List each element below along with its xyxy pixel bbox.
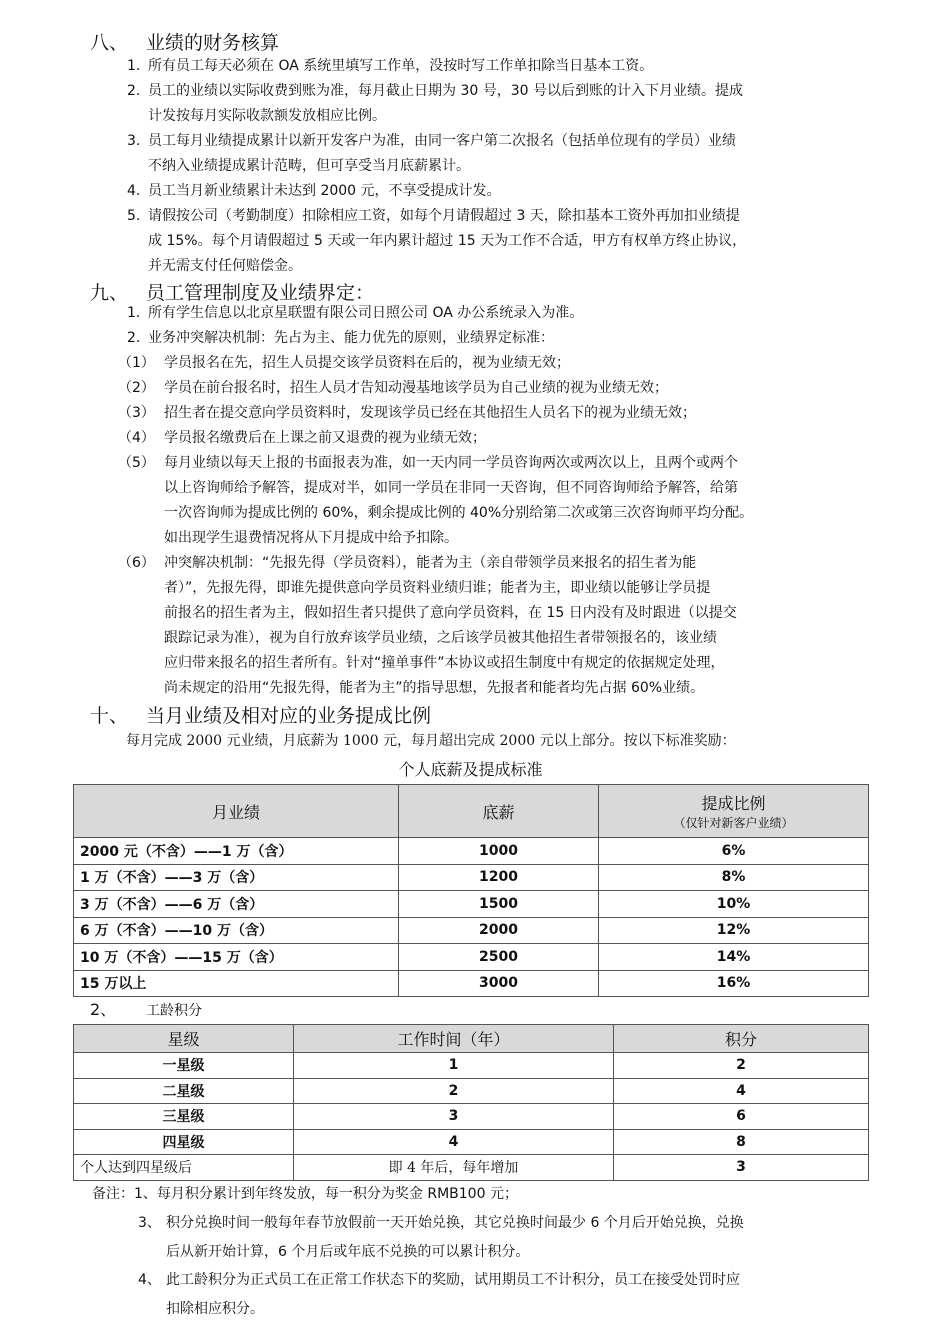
item-line: 并无需支付任何赔偿金。 [148, 258, 302, 274]
item-line: 员工的业绩以实际收费到账为准，每月截止日期为 30 号，30 号以后到账的计入下月业绩。提成 [148, 83, 743, 99]
table-row [74, 1078, 869, 1104]
item-line: 不纳入业绩提成累计范畴，但可享受当月底薪累计。 [148, 158, 470, 174]
table-cell: 3 [294, 1104, 614, 1130]
table-cell: 四星级 [74, 1129, 294, 1155]
section-title: 员工管理制度及业绩界定： [146, 282, 375, 304]
section-title: 业绩的财务核算 [146, 32, 280, 54]
item-line: 所有员工每天必须在 OA 系统里填写工作单，没按时写工作单扣除当日基本工资。 [148, 58, 654, 74]
section-heading-10 [90, 701, 431, 728]
column-header-note: （仅针对新客户业绩） [673, 816, 794, 830]
table-cell: 6% [599, 838, 869, 865]
item-line: 业务冲突解决机制：先占为主、能力优先的原则，业绩界定标准： [148, 330, 554, 346]
table-cell: 2 [614, 1053, 869, 1079]
table-cell: 2500 [399, 944, 599, 971]
table-row [74, 864, 869, 891]
item-line: 如出现学生退费情况将从下月提成中给予扣除。 [164, 530, 458, 546]
list-item [127, 79, 746, 129]
section-title: 当月业绩及相对应的业务提成比例 [146, 705, 432, 727]
item-number: 4. [127, 183, 141, 199]
item-number: （6） [118, 555, 155, 571]
list-item [138, 1209, 744, 1266]
table-cell: 16% [599, 970, 869, 997]
table-row [74, 1053, 869, 1079]
item-line: 一次咨询师为提成比例的 60%，剩余提成比例的 40%分别给第二次或第三次咨询师平均分配。 [164, 505, 754, 521]
list-item [138, 1266, 744, 1323]
table-cell: 三星级 [74, 1104, 294, 1130]
table-cell: 二星级 [74, 1078, 294, 1104]
table-cell: 2000 [399, 917, 599, 944]
table-cell: 6 万（不含）——10 万（含） [74, 917, 399, 944]
table-row [74, 891, 869, 918]
section-9-list [127, 301, 583, 351]
table-cell: 2 [294, 1078, 614, 1104]
section-heading-8 [90, 28, 279, 55]
item-line: 尚未规定的沿用“先报先得，能者为主”的指导思想，先报者和能者均先占据 60%业绩。 [164, 680, 705, 696]
item-line: 此工龄积分为正式员工在正常工作状态下的奖励，试用期员工不计积分，员工在接受处罚时应 [166, 1272, 740, 1288]
list-item [127, 54, 746, 79]
table-cell: 个人达到四星级后 [74, 1155, 294, 1181]
item-line: 学员报名缴费后在上课之前又退费的视为业绩无效； [164, 430, 486, 446]
item-number: 1. [127, 305, 141, 321]
list-item [118, 451, 753, 551]
table-row [74, 917, 869, 944]
item-number: （1） [118, 355, 155, 371]
list-item [127, 301, 583, 326]
section-8-list [127, 54, 746, 279]
table-cell: 14% [599, 944, 869, 971]
list-item [118, 401, 753, 426]
table-cell: 一星级 [74, 1053, 294, 1079]
table-cell: 1200 [399, 864, 599, 891]
list-item [118, 426, 753, 451]
table-cell: 8 [614, 1129, 869, 1155]
subsection-heading [90, 997, 202, 1024]
item-line: 积分兑换时间一般每年春节放假前一天开始兑换，其它兑换时间最少 6 个月后开始兑换，兑换 [166, 1215, 744, 1231]
item-line: 跟踪记录为准），视为自行放弃该学员业绩，之后该学员被其他招生者带领报名的，该业绩 [164, 630, 717, 646]
item-line: 冲突解决机制：“先报先得（学员资料），能者为主（亲自带领学员来报名的招生者为能 [164, 555, 697, 571]
item-line: 应归带来报名的招生者所有。针对“撞单事件”本协议或招生制度中有规定的依据规定处理， [164, 655, 725, 671]
item-line: 每月业绩以每天上报的书面报表为准，如一天内同一学员咨询两次或两次以上，且两个或两个 [164, 455, 738, 471]
table-row [74, 1129, 869, 1155]
item-line: 员工当月新业绩累计未达到 2000 元，不享受提成计发。 [148, 183, 501, 199]
column-header: 积分 [614, 1025, 869, 1053]
table-cell: 12% [599, 917, 869, 944]
column-header: 月业绩 [74, 785, 399, 838]
notes-first: 备注：1、每月积分累计到年终发放，每一积分为奖金 RMB100 元； [92, 1186, 518, 1202]
table-cell: 3 [614, 1155, 869, 1181]
table-cell: 1000 [399, 838, 599, 865]
item-line: 成 15%。每个月请假超过 5 天或一年内累计超过 15 天为工作不合适，甲方有权单方终止协议， [148, 233, 747, 249]
list-item [127, 129, 746, 179]
column-header: 星级 [74, 1025, 294, 1053]
table-cell: 6 [614, 1104, 869, 1130]
list-item [127, 326, 583, 351]
table-row [74, 838, 869, 865]
table-cell: 1 [294, 1053, 614, 1079]
table-cell: 10% [599, 891, 869, 918]
item-number: 2. [127, 330, 141, 346]
table-row [74, 1155, 869, 1181]
item-number: （2） [118, 380, 155, 396]
item-line: 后从新开始计算，6 个月后或年底不兑换的可以累计积分。 [166, 1243, 530, 1260]
list-item [118, 551, 753, 701]
seniority-points-table [73, 1024, 869, 1181]
item-line: 以上咨询师给予解答，提成对半，如同一学员在非同一天咨询，但不同咨询师给予解答，给第 [164, 480, 738, 496]
section-number: 十、 [90, 705, 129, 727]
section-number: 八、 [90, 32, 129, 54]
item-line: 员工每月业绩提成累计以新开发客户为准，由同一客户第二次报名（包括单位现有的学员）业绩 [148, 133, 736, 149]
table-cell: 15 万以上 [74, 970, 399, 997]
table-cell: 3000 [399, 970, 599, 997]
notes-list [138, 1209, 744, 1323]
column-header: 底薪 [399, 785, 599, 838]
item-number: （5） [118, 455, 155, 471]
section-number: 九、 [90, 282, 129, 304]
table-row [74, 970, 869, 997]
section-9-sublist [118, 351, 753, 701]
table-row [74, 944, 869, 971]
list-item [127, 204, 746, 279]
item-line: 学员在前台报名时，招生人员才告知动漫基地该学员为自己业绩的视为业绩无效； [164, 380, 668, 396]
column-header [599, 785, 869, 838]
table-title: 个人底薪及提成标准 [398, 760, 543, 779]
table-cell: 4 [614, 1078, 869, 1104]
table-cell: 1 万（不含）——3 万（含） [74, 864, 399, 891]
list-item [127, 179, 746, 204]
item-line: 扣除相应积分。 [166, 1300, 264, 1317]
item-line: 计发按每月实际收款额发放相应比例。 [148, 108, 386, 124]
table-cell: 1500 [399, 891, 599, 918]
item-number: （3） [118, 405, 155, 421]
item-number: 3、 [138, 1215, 161, 1231]
table-cell: 10 万（不含）——15 万（含） [74, 944, 399, 971]
item-number: 3. [127, 133, 141, 149]
column-header: 工作时间（年） [294, 1025, 614, 1053]
item-line: 者）”，先报先得，即谁先提供意向学员资料业绩归谁；能者为主，即业绩以能够让学员提 [164, 580, 711, 596]
item-line: 前报名的招生者为主，假如招生者只提供了意向学员资料，在 15 日内没有及时跟进（以提交 [164, 605, 737, 621]
item-line: 请假按公司（考勤制度）扣除相应工资，如每个月请假超过 3 天，除扣基本工资外再加扣业绩提 [148, 208, 740, 224]
item-number: （4） [118, 430, 155, 446]
item-number: 5. [127, 208, 141, 224]
item-number: 2. [127, 83, 141, 99]
list-item [118, 351, 753, 376]
table-cell: 3 万（不含）——6 万（含） [74, 891, 399, 918]
table-row [74, 1104, 869, 1130]
table-cell: 8% [599, 864, 869, 891]
salary-commission-table [73, 784, 869, 997]
column-header-label: 提成比例 [701, 794, 766, 813]
table-cell: 4 [294, 1129, 614, 1155]
table-cell: 2000 元（不含）——1 万（含） [74, 838, 399, 865]
table-cell: 即 4 年后，每年增加 [294, 1155, 614, 1181]
subsection-title: 工龄积分 [146, 1003, 202, 1019]
item-line: 所有学生信息以北京星联盟有限公司日照公司 OA 办公系统录入为准。 [148, 305, 584, 321]
item-number: 4、 [138, 1272, 161, 1288]
item-number: 1. [127, 58, 141, 74]
item-line: 学员报名在先，招生人员提交该学员资料在后的，视为业绩无效； [164, 355, 570, 371]
list-item [118, 376, 753, 401]
subsection-number: 2、 [90, 1000, 117, 1019]
item-line: 招生者在提交意向学员资料时，发现该学员已经在其他招生人员名下的视为业绩无效； [164, 405, 696, 421]
section-10-intro: 每月完成 2000 元业绩，月底薪为 1000 元，每月超出完成 2000 元以上部分。按以下标准奖励： [126, 733, 736, 749]
